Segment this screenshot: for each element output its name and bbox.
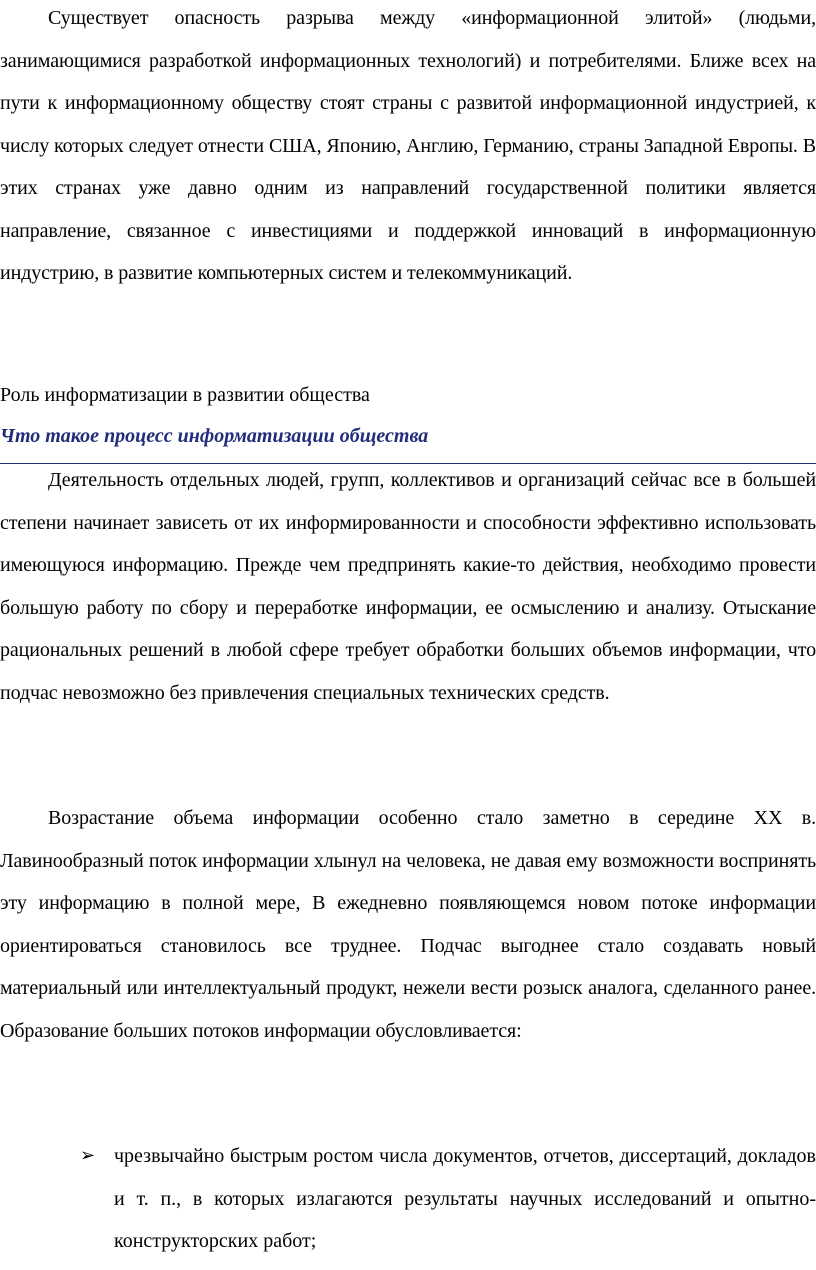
paragraph-info-elite: Существует опасность разрыва между «информационной элитой» (людьми, занимающимися разработкой информационных технологий) и потребителями. Ближе всех на пути к информационному обществу стоят страны с развитой информационной индустрией, к числу которых следует отнести США, Японию, Англию, Германию, страны Западной Европы. В этих странах уже давно одним из направлений государственной политики является направление, связанное с инвестициями и поддержкой инноваций в информационную индустрию, в развитие компьютерных систем и телекоммуникаций. bbox=[0, 7, 816, 284]
section-heading: Что такое процесс информатизации общества bbox=[0, 425, 429, 447]
paragraph-activity: Деятельность отдельных людей, групп, коллективов и организаций сейчас все в большей степени начинает зависеть от их информированности и способности эффективно использовать имеющуюся информацию. Прежде чем предпринять какие-то действия, необходимо провести большую работу по сбору и переработке информации, ее осмыслению и анализу. Отыскание рациональных решений в любой сфере требует обработки больших объемов информации, что подчас невозможно без привлечения специальных технических средств. bbox=[0, 469, 816, 704]
list-item bbox=[0, 1135, 816, 1263]
bullet-text: чрезвычайно быстрым ростом числа документов, отчетов, диссертаций, докладов и т. п., в которых излагаются результаты научных исследований и опытно-конструкторских работ; bbox=[114, 1145, 816, 1252]
bullet-list bbox=[0, 1135, 816, 1263]
paragraph-information-growth: Возрастание объема информации особенно стало заметно в середине XX в. Лавинообразный поток информации хлынул на человека, не давая ему возможности воспринять эту информацию в полной мере, В ежедневно появляющемся новом потоке информации ориентироваться становилось все труднее. Подчас выгоднее стало создавать новый материальный или интеллектуальный продукт, нежели вести розыск аналога, сделанного ранее. Образование больших потоков информации обусловливается: bbox=[0, 807, 816, 1042]
section-line-role-of-informatization: Роль информатизации в развитии общества bbox=[0, 384, 370, 406]
arrow-bullet-icon: ➢ bbox=[80, 1145, 96, 1166]
